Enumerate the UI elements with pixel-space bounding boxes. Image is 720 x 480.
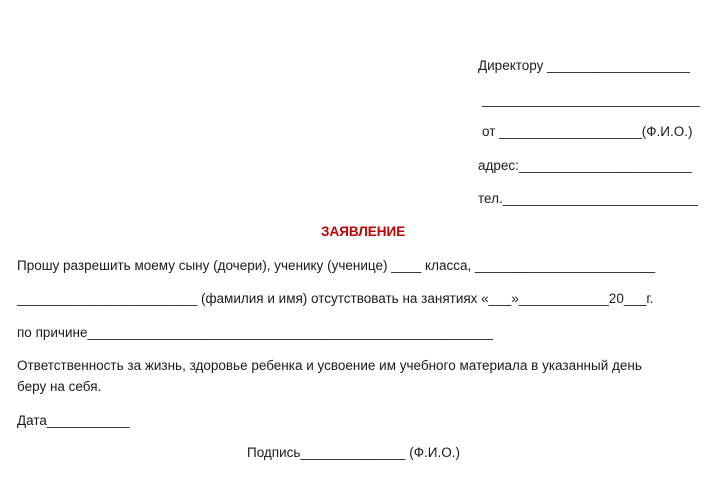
date-field: Дата___________ bbox=[17, 413, 130, 428]
signature-field: Подпись______________ (Ф.И.О.) bbox=[247, 445, 461, 460]
sender-name: от ___________________(Ф.И.О.) bbox=[482, 124, 693, 139]
addressee-blank-line: _____________________________ bbox=[482, 92, 700, 107]
document-title: ЗАЯВЛЕНИЕ bbox=[321, 224, 406, 239]
reason-line: по причине______________________________________________________ bbox=[17, 325, 493, 340]
sender-phone: тел.__________________________ bbox=[478, 191, 698, 206]
sender-address: адрес:_______________________ bbox=[478, 158, 692, 173]
request-line-2: ________________________ (фамилия и имя) отсутствовать на занятиях «___»____________20___г. bbox=[17, 291, 654, 306]
addressee-director: Директору ___________________ bbox=[478, 58, 690, 73]
responsibility-line-1: Ответственность за жизнь, здоровье ребенка и усвоение им учебного материала в указанный день bbox=[17, 358, 642, 373]
responsibility-line-2: беру на себя. bbox=[17, 379, 102, 394]
request-line-1: Прошу разрешить моему сыну (дочери), ученику (ученице) ____ класса, ________________________ bbox=[17, 258, 656, 273]
